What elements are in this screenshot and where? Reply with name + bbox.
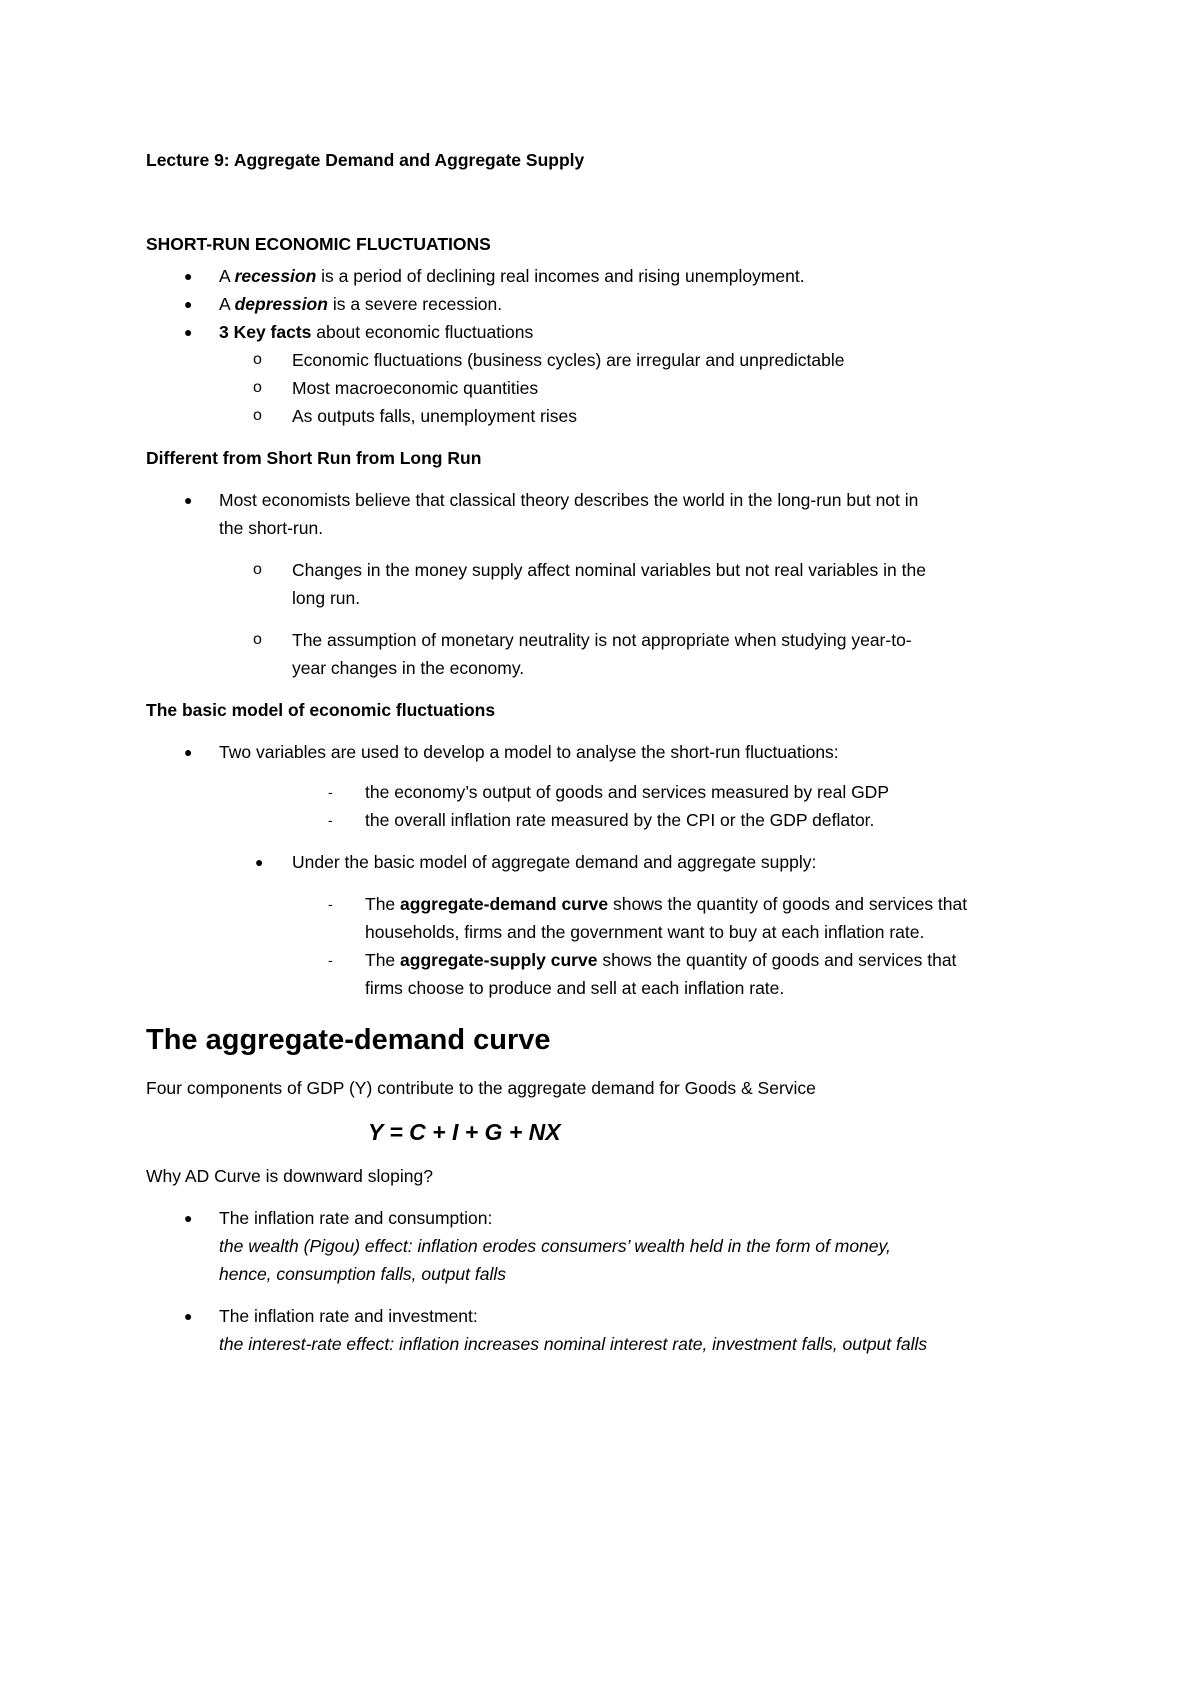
bullet-icon: ● (184, 296, 193, 312)
bullet-icon: ● (184, 744, 193, 760)
bullet-icon: ● (184, 1210, 193, 1226)
dash-item-as-curve: - The aggregate-supply curve shows the quantity of goods and services that (146, 946, 1066, 974)
term-depression: depression (234, 294, 328, 314)
circle-bullet-icon: o (253, 631, 262, 648)
sub-bullet-money-supply-cont: long run. (292, 588, 361, 608)
bullet-key-facts: ● 3 Key facts about economic fluctuations (146, 318, 1066, 346)
section-heading-short-long-run: Different from Short Run from Long Run (146, 448, 482, 468)
bullet-icon: ● (184, 324, 193, 340)
dash-item-ad-curve-cont: households, firms and the government want to buy at each inflation rate. (365, 922, 925, 942)
document-page (146, 146, 1066, 1358)
bullet-classical-theory: ● Most economists believe that classical theory describes the world in the long-run but not in (146, 486, 1066, 514)
section-heading-ad-curve: The aggregate-demand curve (146, 1024, 551, 1056)
bullet-icon: ● (184, 492, 193, 508)
dash-item-ad-curve: - The aggregate-demand curve shows the quantity of goods and services that (146, 890, 1066, 918)
bullet-inflation-investment: ● The inflation rate and investment: (146, 1302, 1066, 1330)
sub-bullet-neutrality: o The assumption of monetary neutrality is not appropriate when studying year-to- (146, 626, 1066, 654)
section-heading-short-run: SHORT-RUN ECONOMIC FLUCTUATIONS (146, 234, 491, 254)
wealth-effect-text-cont: hence, consumption falls, output falls (219, 1264, 506, 1284)
sub-bullet-money-supply: o Changes in the money supply affect nominal variables but not real variables in the (146, 556, 1066, 584)
dash-bullet-icon: - (328, 812, 333, 828)
dash-item-inflation: - the overall inflation rate measured by the CPI or the GDP deflator. (146, 806, 1066, 834)
sub-bullet-neutrality-cont: year changes in the economy. (292, 658, 525, 678)
dash-item-output: - the economy’s output of goods and services measured by real GDP (146, 778, 1066, 806)
gdp-equation: Y = C + I + G + NX (368, 1119, 561, 1145)
circle-bullet-icon: o (253, 407, 262, 424)
dash-bullet-icon: - (328, 896, 333, 912)
circle-bullet-icon: o (253, 561, 262, 578)
sub-bullet-item: o Economic fluctuations (business cycles) are irregular and unpredictable (146, 346, 1066, 374)
sub-bullet-item: o As outputs falls, unemployment rises (146, 402, 1066, 430)
section-heading-basic-model: The basic model of economic fluctuations (146, 700, 496, 720)
dash-bullet-icon: - (328, 952, 333, 968)
bullet-icon: ● (184, 268, 193, 284)
bullet-icon: ● (184, 1308, 193, 1324)
bullet-icon: ● (255, 854, 264, 870)
bullet-two-variables: ● Two variables are used to develop a model to analyse the short-run fluctuations: (146, 738, 1066, 766)
ad-question-text: Why AD Curve is downward sloping? (146, 1166, 433, 1186)
interest-rate-effect-text: the interest-rate effect: inflation increases nominal interest rate, investment falls, output falls (219, 1334, 928, 1354)
bullet-depression: ● A depression is a severe recession. (146, 290, 1066, 318)
bullet-basic-model: ● Under the basic model of aggregate demand and aggregate supply: (146, 848, 1066, 876)
dash-item-as-curve-cont: firms choose to produce and sell at each inflation rate. (365, 978, 785, 998)
circle-bullet-icon: o (253, 351, 262, 368)
term-recession: recession (234, 266, 317, 286)
wealth-effect-text: the wealth (Pigou) effect: inflation erodes consumers’ wealth held in the form of money, (219, 1236, 891, 1256)
sub-bullet-item: o Most macroeconomic quantities (146, 374, 1066, 402)
dash-bullet-icon: - (328, 784, 333, 800)
circle-bullet-icon: o (253, 379, 262, 396)
bullet-inflation-consumption: ● The inflation rate and consumption: (146, 1204, 1066, 1232)
ad-intro-text: Four components of GDP (Y) contribute to the aggregate demand for Goods & Service (146, 1078, 816, 1098)
bullet-recession: ● A recession is a period of declining real incomes and rising unemployment. (146, 262, 1066, 290)
bullet-classical-theory-cont: the short-run. (219, 518, 324, 538)
document-title: Lecture 9: Aggregate Demand and Aggregate Supply (146, 150, 585, 170)
